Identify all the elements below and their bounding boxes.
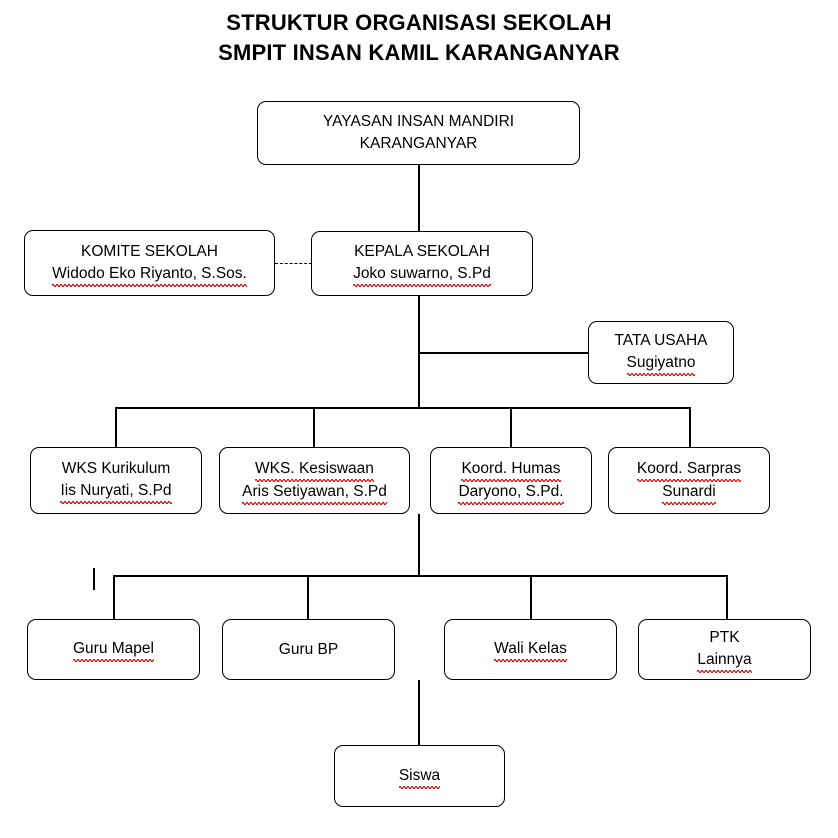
connector-wks-guru-trunk [418, 514, 420, 576]
node-yayasan-line2: KARANGANYAR [359, 135, 478, 152]
node-wks-kurikulum-line2: Iis Nuryati, S.Pd [60, 480, 171, 503]
node-koord-humas-line1: Koord. Humas [461, 458, 560, 481]
connector-koord-sarpras-drop [689, 407, 691, 447]
node-wks-kesiswaan-line2: Aris Setiyawan, S.Pd [242, 481, 387, 504]
node-kepala-line1: KEPALA SEKOLAH [354, 243, 490, 260]
node-koord-sarpras[interactable] [608, 447, 770, 514]
connector-guru-siswa-trunk [418, 680, 420, 745]
node-yayasan-line1: YAYASAN INSAN MANDIRI [322, 113, 515, 130]
connector-komite-kepala-dashed [275, 263, 312, 264]
connector-wks-bus [115, 407, 691, 409]
node-koord-sarpras-line1: Koord. Sarpras [637, 458, 741, 481]
connector-yayasan-kepala [418, 165, 420, 233]
node-wks-kesiswaan-line1: WKS. Kesiswaan [255, 458, 374, 481]
page-title-line1: STRUKTUR ORGANISASI SEKOLAH [226, 10, 612, 35]
node-komite-line1: KOMITE SEKOLAH [81, 242, 218, 260]
connector-wali-kelas-drop [530, 575, 532, 619]
node-komite-sekolah[interactable] [24, 230, 275, 296]
node-tata-usaha[interactable] [588, 321, 734, 384]
connector-wks-kesiswaan-drop [313, 407, 315, 447]
node-koord-sarpras-line2: Sunardi [662, 481, 715, 504]
connector-kepala-tatausaha [418, 352, 588, 354]
node-komite-line2: Widodo Eko Riyanto, S.Sos. [52, 263, 247, 286]
node-wali-kelas-line1: Wali Kelas [494, 638, 567, 661]
node-koord-humas[interactable] [430, 447, 592, 514]
node-guru-bp-line1: Guru BP [278, 640, 339, 658]
connector-wks-kurikulum-drop [115, 407, 117, 447]
connector-guru-bp-drop [307, 575, 309, 619]
node-wks-kesiswaan[interactable] [219, 447, 410, 514]
node-kepala-line2: Joko suwarno, S.Pd [353, 263, 491, 286]
node-siswa[interactable] [334, 745, 505, 807]
page-title [0, 8, 838, 68]
node-ptk-line2: Lainnya [697, 649, 751, 672]
connector-guru-stub [93, 568, 95, 590]
node-wks-kurikulum-line1: WKS Kurikulum [61, 460, 171, 477]
connector-kepala-trunk [418, 294, 420, 408]
node-wks-kurikulum[interactable] [30, 447, 202, 514]
connector-guru-bus [113, 575, 727, 577]
node-kepala-sekolah[interactable] [311, 231, 533, 296]
node-guru-mapel-line1: Guru Mapel [73, 638, 154, 661]
connector-ptk-drop [726, 575, 728, 619]
node-ptk-line1: PTK [709, 629, 740, 646]
node-guru-mapel[interactable] [27, 619, 200, 680]
page-title-line2: SMPIT INSAN KAMIL KARANGANYAR [218, 40, 620, 65]
node-tata-usaha-line1: TATA USAHA [614, 332, 708, 349]
node-guru-bp[interactable] [222, 619, 395, 680]
node-wali-kelas[interactable] [444, 619, 617, 680]
node-ptk-lainnya[interactable] [638, 619, 811, 680]
node-yayasan[interactable] [257, 101, 580, 165]
node-koord-humas-line2: Daryono, S.Pd. [458, 481, 563, 504]
node-siswa-line1: Siswa [399, 765, 440, 788]
connector-koord-humas-drop [510, 407, 512, 447]
connector-guru-mapel-drop [113, 575, 115, 619]
node-tata-usaha-line2: Sugiyatno [627, 352, 696, 375]
